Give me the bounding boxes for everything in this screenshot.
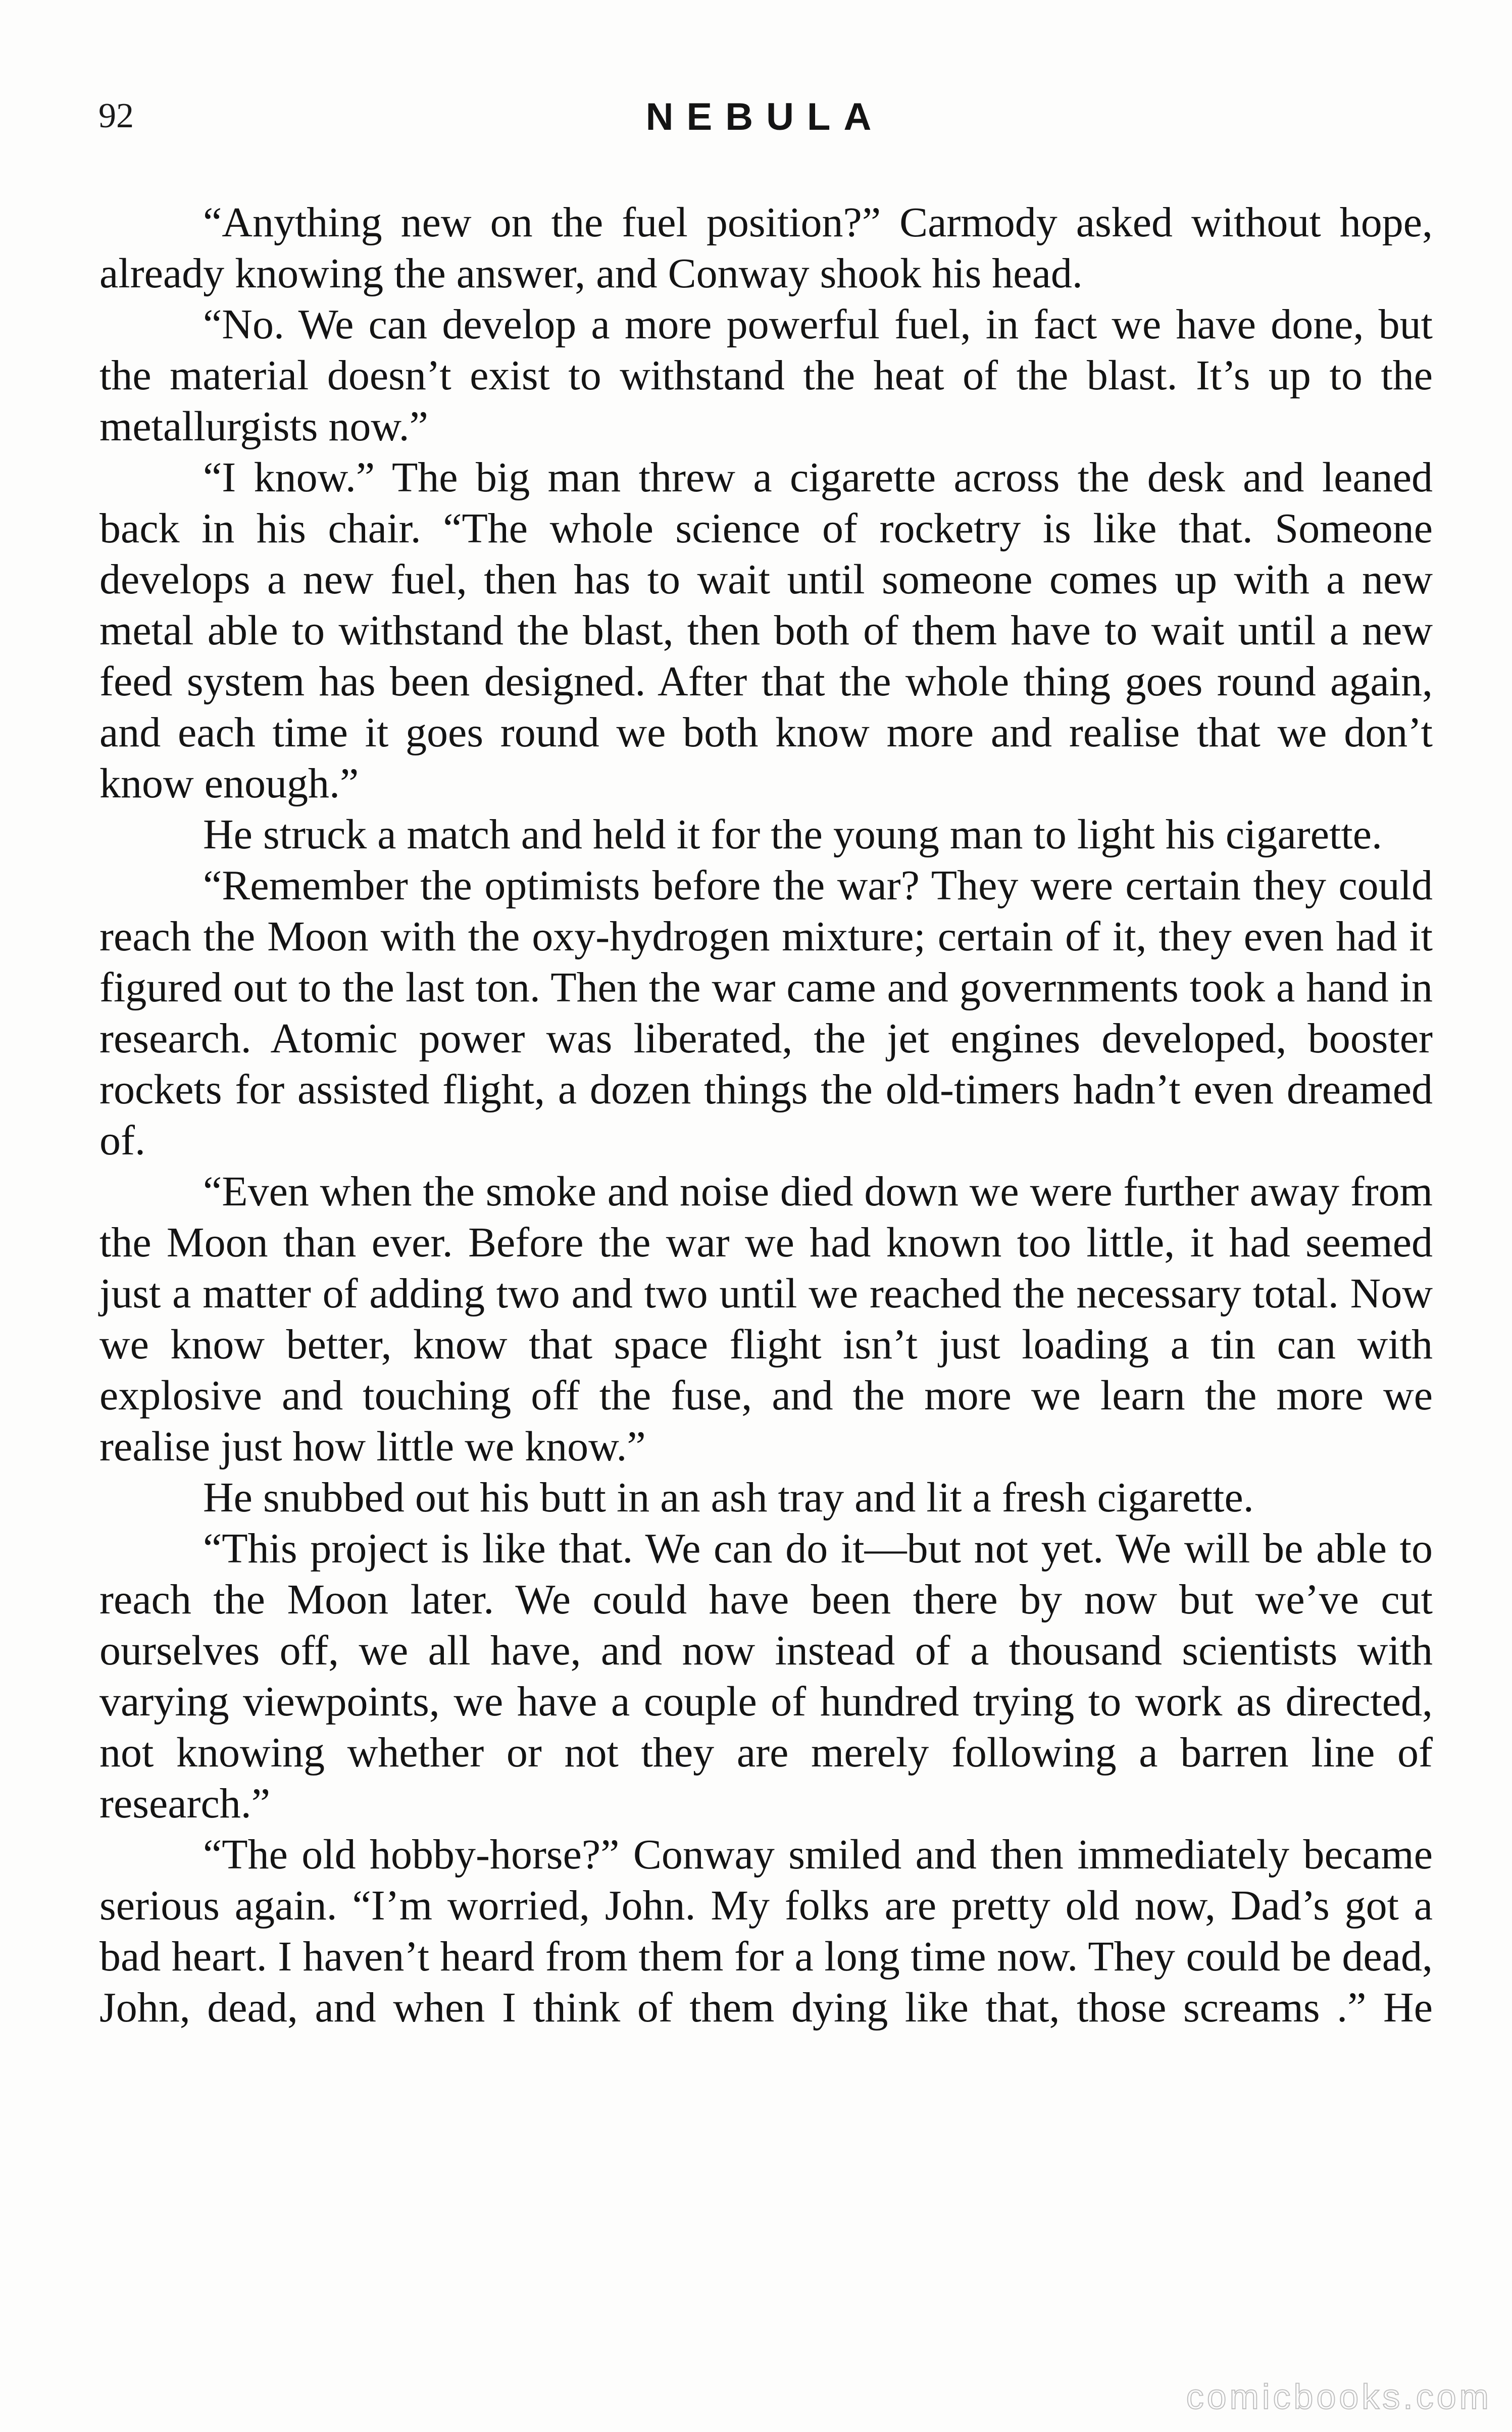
paragraph: He struck a match and held it for the young man to light his cigarette. [203, 811, 1383, 858]
paragraph: “I know.” The big man threw a cigarette across the desk and leaned back in his chair. “The whole science of rocketry is like that. Someone develops a new fuel, then has to wait until someone comes up with a new metal able to withstand the blast, then both of them have to wait until a new feed system has been designed. After that the whole thing goes round again, and each time it goes round we both know more and realise that we don’t know enough.” [99, 454, 1433, 807]
paragraph: “Remember the optimists before the war? They were certain they could reach the Moon with the oxy-hydrogen mixture; certain of it, they even had it figured out to the last ton. Then the war came and governments took a hand in research. Atomic power was liberated, the jet engines developed, booster rockets for assisted flight, a dozen things the old-timers hadn’t even dreamed of. [99, 862, 1433, 1164]
page-header [98, 86, 1432, 151]
running-head-title: NEBULA [645, 95, 885, 138]
paragraph: “This project is like that. We can do it—but not yet. We will be able to reach the Moon later. We could have been there by now but we’ve cut ourselves off, we all have, and now instead of a thousand scientists with varying viewpoints, we have a couple of hundred trying to work as directed, not knowing whether or not they are merely following a barren line of research.” [99, 1525, 1433, 1827]
page-number: 92 [98, 96, 134, 135]
paragraph: “The old hobby-horse?” Conway smiled and then immediately became serious again. “I’m worried, John. My folks are pretty old now, Dad’s got a bad heart. I haven’t heard from them for a long time now. They could be dead, John, dead, and when I think of them dying like that, those screams .” He [99, 1831, 1433, 2031]
paragraph: “Anything new on the fuel position?” Carmody asked without hope, already knowing the answer, and Conway shook his head. [99, 199, 1433, 297]
source-watermark: comicbooks.com [1186, 2377, 1492, 2416]
paragraph: “Even when the smoke and noise died down we were further away from the Moon than ever. Before the war we had known too little, it had seemed just a matter of adding two and two until we reached the necessary total. Now we know better, know that space flight isn’t just loading a tin can with explosive and touching off the fuse, and the more we learn the more we realise just how little we know.” [99, 1168, 1433, 1470]
body-text [99, 197, 1433, 2033]
paragraph: He snubbed out his butt in an ash tray and lit a fresh cigarette. [203, 1474, 1254, 1521]
paragraph: “No. We can develop a more powerful fuel, in fact we have done, but the material doesn’t exist to withstand the heat of the blast. It’s up to the metallurgists now.” [99, 301, 1433, 450]
